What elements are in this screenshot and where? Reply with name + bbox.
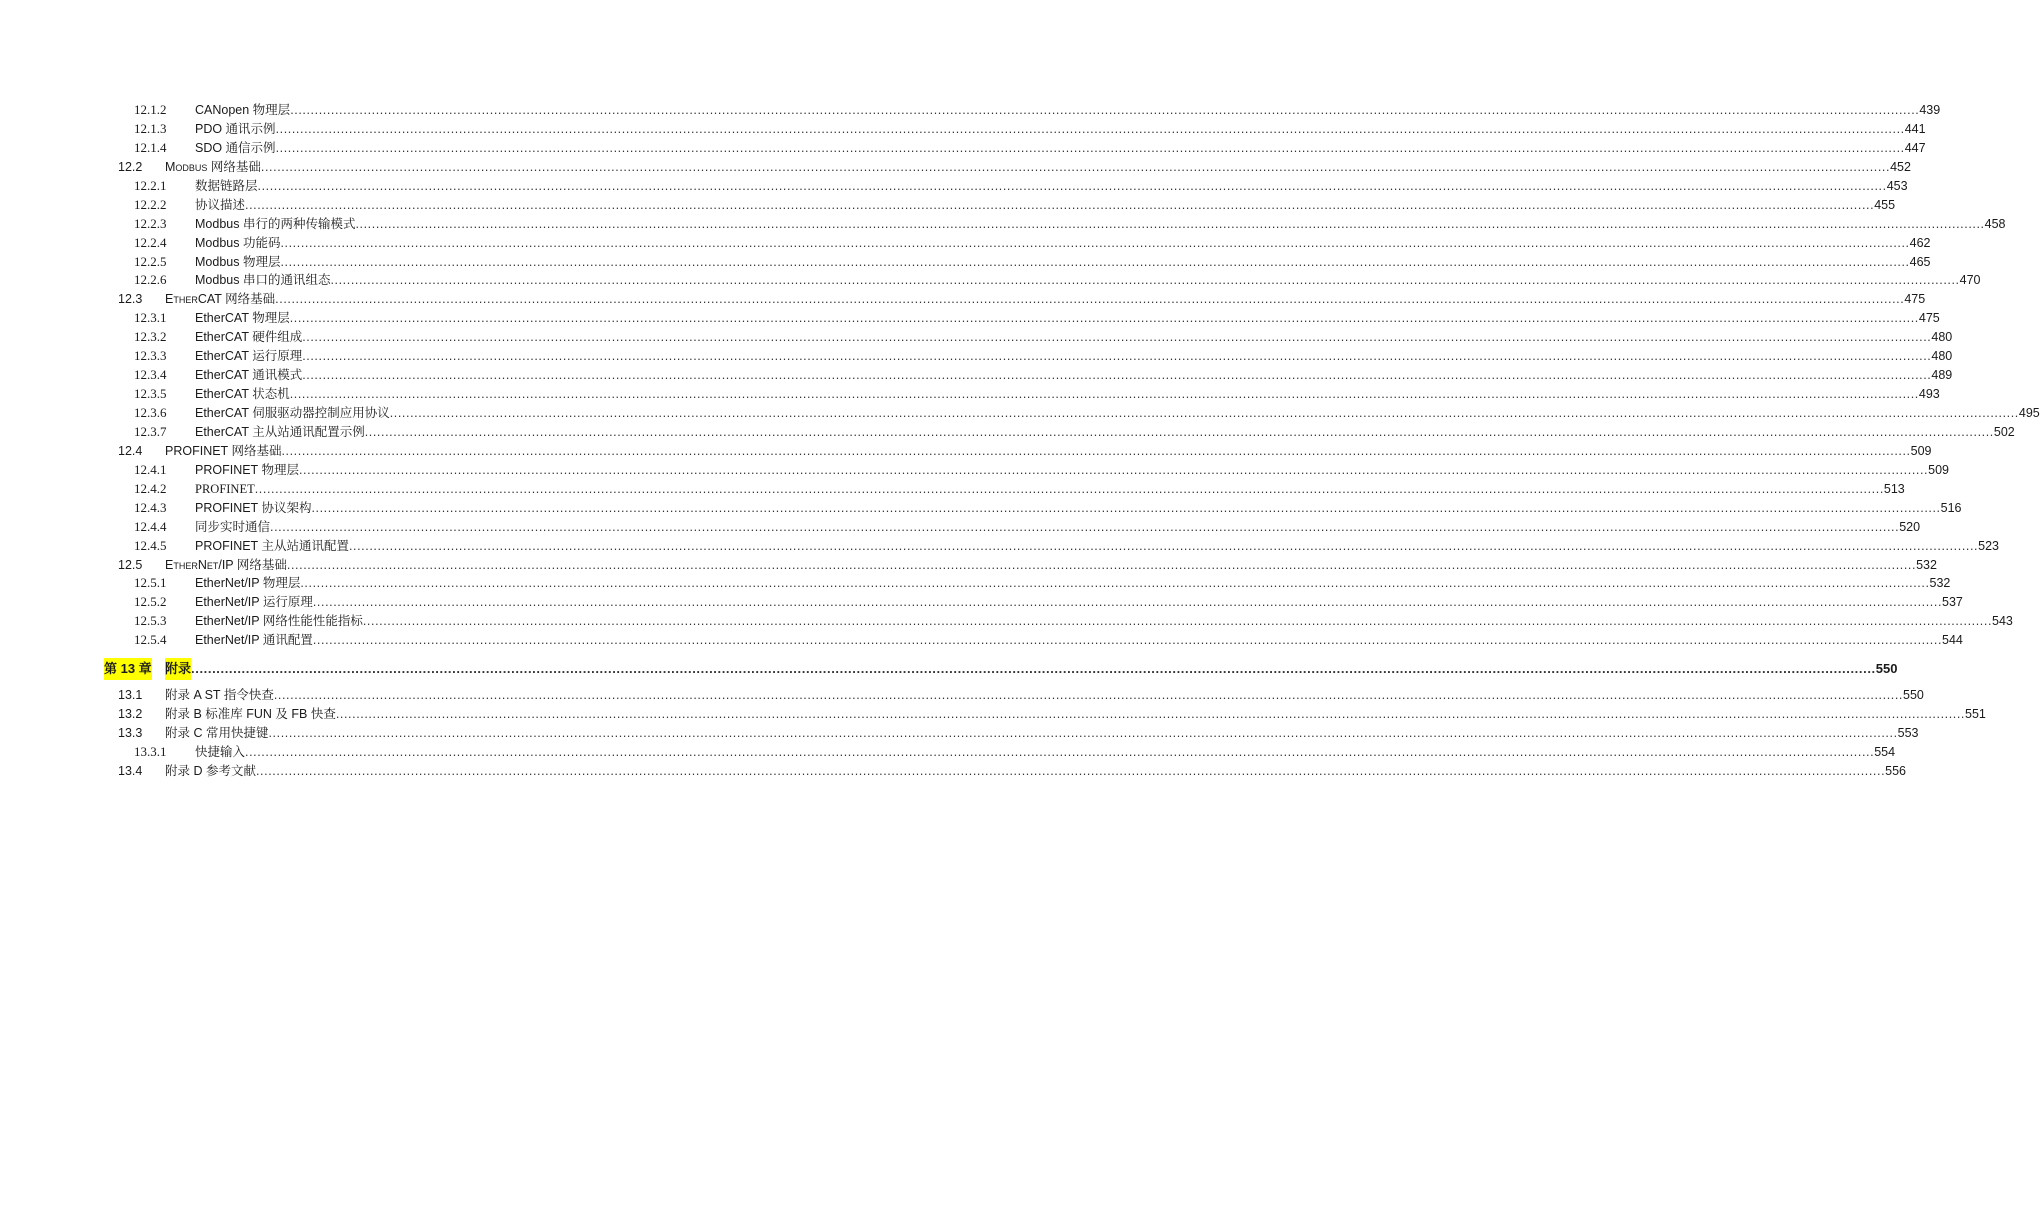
toc-entry-page: 554 (1874, 745, 1896, 759)
toc-entry-title: 数据链路层 (195, 178, 258, 193)
toc-entry-line (195, 423, 2015, 442)
toc-entry-page: 532 (1916, 557, 1937, 572)
toc-entry-page: 543 (1992, 614, 2013, 629)
toc-entry[interactable] (0, 234, 1931, 253)
toc-entry-page: 537 (1942, 595, 1963, 610)
toc-entry-line (195, 631, 1963, 650)
toc-entry-number: 12.5.3 (134, 613, 167, 629)
toc-entry-page: 452 (1890, 159, 1911, 174)
toc-entry[interactable] (0, 101, 1941, 120)
toc-entry[interactable] (0, 686, 1924, 705)
toc-entry-title: Modbus 串口的通讯组态 (195, 273, 331, 288)
toc-entry-line (195, 743, 1896, 762)
toc-entry-line (165, 762, 1907, 781)
toc-entry-title: Modbus 功能码 (195, 235, 281, 250)
toc-entry-number: 12.4.5 (134, 537, 167, 553)
toc-entry-line (195, 461, 1949, 480)
toc-dot-leader: ................................................................................................................................................................................................................................................................................................................................................................................................................ (312, 633, 1943, 648)
toc-entry-line (165, 724, 1919, 743)
toc-entry-number: 12.4.4 (134, 518, 167, 534)
toc-entry[interactable] (0, 461, 1949, 480)
toc-entry-page: 480 (1931, 330, 1953, 345)
toc-entry[interactable] (0, 253, 1931, 272)
toc-entry-page: 480 (1931, 349, 1953, 364)
toc-entry-title: EtherCAT 主从站通讯配置示例 (195, 424, 365, 439)
toc-entry-page: 544 (1942, 633, 1963, 648)
toc-entry-title: PROFINET 协议架构 (195, 500, 312, 515)
toc-entry-line (195, 271, 1981, 290)
toc-entry-title: EtherNet/IP 物理层 (195, 576, 301, 591)
toc-entry-line (195, 120, 1926, 139)
toc-entry-number: 12.2.3 (134, 215, 167, 231)
toc-entry[interactable] (0, 423, 2015, 442)
toc-entry-page: 502 (1993, 424, 2015, 439)
toc-dot-leader: ................................................................................................................................................................................................................................................................................................................................................................................................................ (348, 538, 1979, 553)
toc-chapter-entry[interactable] (0, 658, 1898, 680)
toc-entry-number: 12.3.5 (134, 386, 167, 402)
toc-entry-line (195, 177, 1908, 196)
toc-dot-leader: ................................................................................................................................................................................................................................................................................................................................................................................................................ (280, 254, 1910, 269)
toc-dot-leader: ................................................................................................................................................................................................................................................................................................................................................................................................................ (311, 500, 1941, 515)
toc-entry[interactable] (0, 309, 1940, 328)
toc-dot-leader: ................................................................................................................................................................................................................................................................................................................................................................................................................ (275, 292, 1905, 307)
toc-dot-leader: ................................................................................................................................................................................................................................................................................................................................................................................................................ (335, 707, 1966, 722)
toc-entry-title: 附录 C 常用快捷键 (165, 726, 269, 741)
toc-entry-number: 12.2.6 (134, 272, 167, 288)
toc-entry-number: 12.5 (118, 557, 143, 572)
toc-entry-number: 12.4.3 (134, 499, 167, 515)
toc-dot-leader: ................................................................................................................................................................................................................................................................................................................................................................................................................ (281, 443, 1911, 458)
toc-dot-leader: ................................................................................................................................................................................................................................................................................................................................................................................................................ (275, 121, 1905, 136)
toc-dot-leader: ................................................................................................................................................................................................................................................................................................................................................................................................................ (362, 614, 1993, 629)
toc-entry-title: 附录 (165, 658, 191, 680)
toc-entry-page: 551 (1965, 707, 1986, 722)
toc-entry[interactable] (0, 724, 1919, 743)
toc-entry[interactable] (0, 612, 2013, 631)
toc-entry-number: 12.4.2 (134, 480, 167, 496)
toc-entry-number: 12.2.2 (134, 196, 167, 212)
toc-entry-line (195, 499, 1962, 518)
toc-entry-page: 462 (1909, 235, 1931, 250)
toc-dot-leader: ................................................................................................................................................................................................................................................................................................................................................................................................................ (255, 763, 1886, 778)
toc-entry-title: SDO 通信示例 (195, 140, 276, 155)
toc-entry-page: 475 (1918, 311, 1940, 326)
toc-entry[interactable] (0, 290, 1926, 309)
toc-entry-line (165, 705, 1986, 724)
toc-dot-leader: ................................................................................................................................................................................................................................................................................................................................................................................................................ (273, 688, 1903, 703)
toc-entry-number: 第 13 章 (104, 658, 152, 680)
toc-dot-leader: ................................................................................................................................................................................................................................................................................................................................................................................................................ (302, 330, 1932, 345)
toc-entry-number: 12.4.1 (134, 461, 167, 477)
toc-entry-page: 455 (1874, 197, 1896, 212)
toc-entry-title: 快捷输入 (195, 745, 246, 759)
toc-entry-page: 495 (2018, 406, 2040, 420)
toc-entry-number: 12.3.1 (134, 310, 167, 326)
toc-entry-number: 12.3.4 (134, 367, 167, 383)
toc-dot-leader: ................................................................................................................................................................................................................................................................................................................................................................................................................ (389, 406, 2019, 420)
toc-entry-page: 550 (1903, 688, 1924, 703)
toc-entry-page: 493 (1918, 387, 1940, 402)
toc-entry-line (195, 537, 1999, 556)
toc-entry[interactable] (0, 556, 1937, 575)
toc-entry[interactable] (0, 743, 1896, 762)
toc-entry-title: Modbus 串行的两种传输模式 (195, 216, 356, 231)
toc-entry-line (195, 253, 1931, 272)
toc-entry-line (195, 101, 1941, 120)
toc-entry[interactable] (0, 631, 1963, 650)
toc-entry-page: 513 (1883, 481, 1905, 496)
toc-dot-leader: ................................................................................................................................................................................................................................................................................................................................................................................................................ (191, 661, 1876, 677)
toc-entry[interactable] (0, 215, 2006, 234)
toc-entry[interactable] (0, 385, 1940, 404)
toc-entry-number: 12.5.1 (134, 575, 167, 591)
toc-entry-page: 509 (1910, 443, 1932, 458)
toc-entry-title: 附录 B 标准库 FUN 及 FB 快查 (165, 707, 336, 722)
toc-entry[interactable] (0, 705, 1986, 724)
toc-dot-leader: ................................................................................................................................................................................................................................................................................................................................................................................................................ (302, 368, 1932, 383)
toc-entry-number: 12.4 (118, 443, 143, 458)
toc-entry[interactable] (0, 762, 1907, 781)
toc-entry-number: 12.3 (118, 292, 143, 307)
toc-entry-title: EtherCAT 伺服驱动器控制应用协议 (195, 406, 390, 420)
toc-entry-title: Modbus 网络基础 (165, 159, 261, 174)
toc-entry-line (165, 556, 1937, 575)
toc-entry-number: 13.4 (118, 763, 143, 778)
toc-entry-line (195, 196, 1896, 215)
toc-entry-title: PROFINET 网络基础 (165, 443, 282, 458)
toc-entry-page: 520 (1899, 519, 1921, 534)
toc-entry-page: 553 (1897, 726, 1919, 741)
toc-dot-leader: ................................................................................................................................................................................................................................................................................................................................................................................................................ (289, 311, 1919, 326)
toc-entry-line (165, 158, 1911, 177)
toc-entry-number: 13.1 (118, 688, 143, 703)
toc-entry-title: EtherNet/IP 网络基础 (165, 557, 287, 572)
toc-entry-title: EtherCAT 运行原理 (195, 349, 303, 364)
toc-entry[interactable] (0, 139, 1926, 158)
toc-dot-leader: ................................................................................................................................................................................................................................................................................................................................................................................................................ (298, 462, 1929, 477)
toc-dot-leader: ................................................................................................................................................................................................................................................................................................................................................................................................................ (289, 387, 1919, 402)
toc-entry-page: 532 (1929, 576, 1951, 591)
toc-entry-line (195, 593, 1963, 612)
toc-entry[interactable] (0, 537, 1999, 556)
toc-entry-line (165, 290, 1926, 309)
toc-entry[interactable] (0, 480, 1905, 499)
toc-entry-number: 12.5.2 (134, 594, 167, 610)
toc-entry-number: 13.3 (118, 726, 143, 741)
toc-entry-title: EtherCAT 通讯模式 (195, 368, 303, 383)
toc-entry-line (165, 442, 1932, 461)
toc-entry-title: EtherCAT 网络基础 (165, 292, 276, 307)
toc-dot-leader: ................................................................................................................................................................................................................................................................................................................................................................................................................ (280, 235, 1910, 250)
toc-entry-line (195, 309, 1940, 328)
toc-entry-number: 12.1.2 (134, 102, 167, 117)
toc-entry-title: EtherCAT 状态机 (195, 387, 290, 402)
toc-entry-title: EtherNet/IP 运行原理 (195, 595, 313, 610)
toc-entry[interactable] (0, 120, 1926, 139)
toc-entry[interactable] (0, 366, 1953, 385)
toc-entry-page: 475 (1904, 292, 1926, 307)
toc-dot-leader: ................................................................................................................................................................................................................................................................................................................................................................................................................ (245, 197, 1875, 212)
toc-entry-page: 447 (1904, 140, 1926, 155)
toc-entry[interactable] (0, 328, 1953, 347)
toc-entry-page: 441 (1904, 121, 1926, 136)
toc-entry[interactable] (0, 347, 1953, 366)
toc-entry-title: PDO 通讯示例 (195, 121, 276, 136)
toc-entry[interactable] (0, 442, 1932, 461)
toc-entry[interactable] (0, 177, 1908, 196)
toc-entry-page: 523 (1978, 538, 1999, 553)
toc-entry-line (195, 328, 1953, 347)
toc-entry-line (195, 385, 1940, 404)
toc-dot-leader: ................................................................................................................................................................................................................................................................................................................................................................................................................ (275, 140, 1905, 155)
toc-entry-line (195, 518, 1921, 537)
toc-entry-number: 12.1.4 (134, 139, 167, 155)
toc-dot-leader: ................................................................................................................................................................................................................................................................................................................................................................................................................ (245, 745, 1875, 759)
toc-entry[interactable] (0, 574, 1951, 593)
toc-entry-line (195, 234, 1931, 253)
toc-entry-number: 12.5.4 (134, 632, 167, 648)
toc-entry-number: 12.3.6 (134, 405, 167, 420)
toc-entry-page: 453 (1886, 178, 1908, 193)
toc-entry-page: 465 (1909, 254, 1931, 269)
toc-entry[interactable] (0, 593, 1963, 612)
toc-dot-leader: ................................................................................................................................................................................................................................................................................................................................................................................................................ (254, 481, 1884, 496)
toc-dot-leader: ................................................................................................................................................................................................................................................................................................................................................................................................................ (290, 103, 1920, 117)
toc-entry-page: 516 (1940, 500, 1962, 515)
toc-entry-number: 13.2 (118, 707, 143, 722)
toc-entry-title: EtherCAT 物理层 (195, 311, 290, 326)
toc-dot-leader: ................................................................................................................................................................................................................................................................................................................................................................................................................ (270, 519, 1900, 534)
toc-entry-title: 协议描述 (195, 197, 246, 212)
toc-entry-title: 附录 A ST 指令快查 (165, 688, 274, 703)
toc-entry[interactable] (0, 196, 1896, 215)
toc-entry-line (165, 686, 1924, 705)
toc-entry-page: 489 (1931, 368, 1953, 383)
toc-entry[interactable] (0, 499, 1962, 518)
toc-entry-number: 12.2.1 (134, 177, 167, 193)
toc-entry-line (195, 139, 1926, 158)
toc-entry-line (165, 658, 1898, 680)
toc-entry-number: 12.2.4 (134, 234, 167, 250)
toc-entry-number: 12.2 (118, 159, 143, 174)
toc-dot-leader: ................................................................................................................................................................................................................................................................................................................................................................................................................ (300, 576, 1930, 591)
toc-entry-title: EtherNet/IP 通讯配置 (195, 633, 313, 648)
toc-dot-leader: ................................................................................................................................................................................................................................................................................................................................................................................................................ (364, 424, 1994, 439)
toc-entry-line (195, 347, 1953, 366)
toc-entry-title: CANopen 物理层 (195, 103, 291, 117)
toc-dot-leader: ................................................................................................................................................................................................................................................................................................................................................................................................................ (312, 595, 1943, 610)
toc-entry-number: 12.3.3 (134, 348, 167, 364)
toc-entry-page: 556 (1885, 763, 1907, 778)
toc-entry-page: 470 (1959, 273, 1981, 288)
toc-entry-line (195, 366, 1953, 385)
toc-entry-line (195, 404, 2040, 423)
toc-entry-number: 12.2.5 (134, 253, 167, 269)
toc-entry[interactable] (0, 271, 1981, 290)
toc-entry-title: 同步实时通信 (195, 519, 271, 534)
toc-entry-line (195, 480, 1905, 499)
toc-dot-leader: ................................................................................................................................................................................................................................................................................................................................................................................................................ (260, 159, 1891, 174)
toc-dot-leader: ................................................................................................................................................................................................................................................................................................................................................................................................................ (330, 273, 1960, 288)
toc-entry-title: EtherNet/IP 网络性能性能指标 (195, 614, 363, 629)
toc-entry-title: EtherCAT 硬件组成 (195, 330, 303, 345)
toc-entry-title: Modbus 物理层 (195, 254, 281, 269)
toc-entry[interactable] (0, 518, 1921, 537)
toc-entry-title: PROFINET 主从站通讯配置 (195, 538, 349, 553)
toc-entry[interactable] (0, 404, 2040, 423)
toc-entry[interactable] (0, 158, 1911, 177)
toc-entry-line (195, 574, 1951, 593)
toc-dot-leader: ................................................................................................................................................................................................................................................................................................................................................................................................................ (268, 726, 1898, 741)
toc-dot-leader: ................................................................................................................................................................................................................................................................................................................................................................................................................ (355, 216, 1985, 231)
toc-entry-line (195, 215, 2006, 234)
toc-entry-line (195, 612, 2013, 631)
toc-entry-page: 439 (1919, 103, 1941, 117)
toc-dot-leader: ................................................................................................................................................................................................................................................................................................................................................................................................................ (286, 557, 1917, 572)
toc-entry-number: 12.3.2 (134, 329, 167, 345)
toc-entry-page: 458 (1984, 216, 2006, 231)
toc-entry-page: 550 (1875, 661, 1898, 677)
toc-entry-number: 12.1.3 (134, 120, 167, 136)
toc-entry-title: PROFINET (195, 481, 255, 496)
toc-entry-number: 13.3.1 (134, 744, 167, 759)
toc-entry-title: PROFINET 物理层 (195, 462, 299, 477)
toc-dot-leader: ................................................................................................................................................................................................................................................................................................................................................................................................................ (302, 349, 1932, 364)
table-of-contents (0, 101, 2040, 781)
toc-dot-leader: ................................................................................................................................................................................................................................................................................................................................................................................................................ (257, 178, 1887, 193)
toc-entry-number: 12.3.7 (134, 423, 167, 439)
toc-entry-page: 509 (1928, 462, 1949, 477)
toc-entry-title: 附录 D 参考文献 (165, 763, 256, 778)
